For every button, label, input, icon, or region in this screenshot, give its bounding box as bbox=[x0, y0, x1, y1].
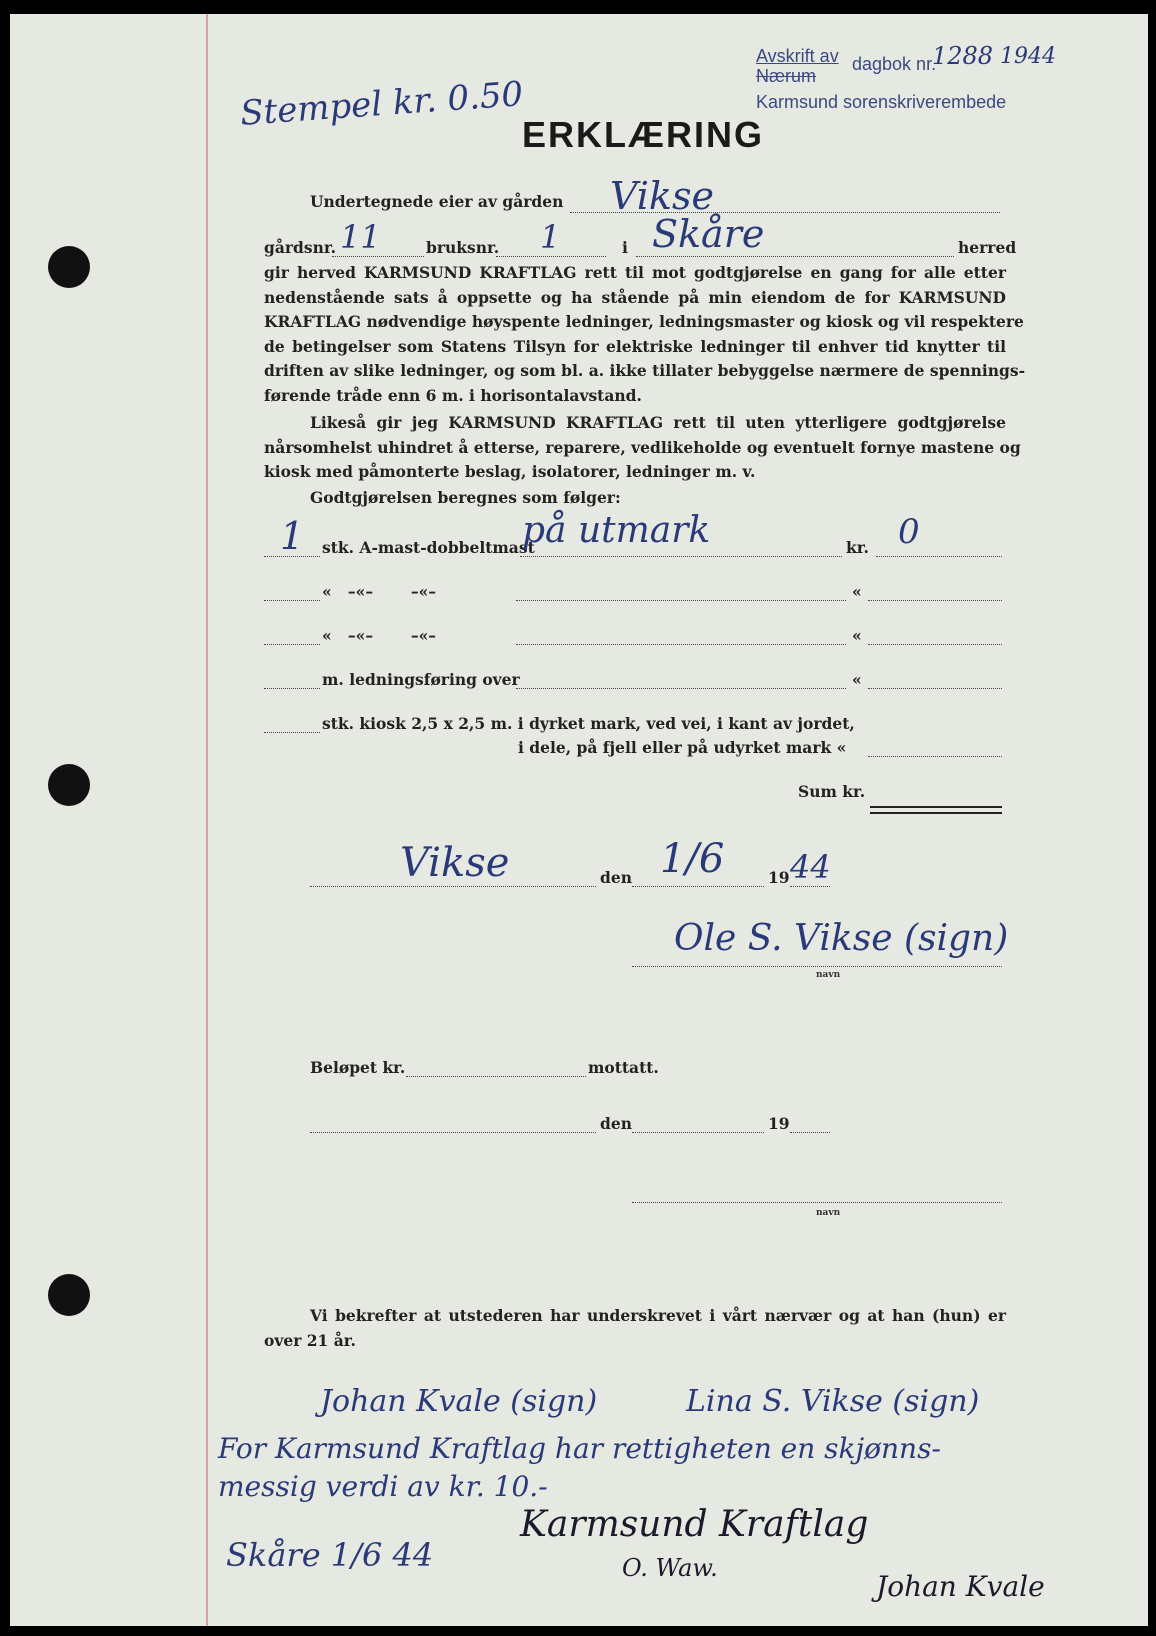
signing-place: Vikse bbox=[400, 840, 510, 886]
bruksnr-label: bruksnr. bbox=[426, 238, 500, 257]
bruksnr-dotted-line bbox=[496, 256, 606, 257]
document-page bbox=[10, 14, 1148, 1626]
paragraph-1 bbox=[264, 261, 1026, 408]
row4-amount-dots bbox=[868, 688, 1002, 689]
row5-amount-dots bbox=[868, 756, 1002, 757]
received-date-dots bbox=[632, 1132, 764, 1133]
amount-received-label: Beløpet kr. bbox=[310, 1058, 406, 1077]
year-prefix: 19 bbox=[768, 868, 790, 887]
farm-name: Vikse bbox=[610, 174, 714, 218]
stamp-dagbok-label: dagbok nr. bbox=[852, 54, 937, 74]
sum-line-2 bbox=[870, 812, 1002, 814]
punch-hole-top bbox=[48, 246, 90, 288]
stempel-note: Stempel kr. 0.50 bbox=[238, 74, 525, 134]
footer-signature-right: Johan Kvale bbox=[876, 1570, 1045, 1603]
kraftlag-signature: Karmsund Kraftlag bbox=[520, 1504, 869, 1545]
received-place-dots bbox=[310, 1132, 596, 1133]
compensation-label: Godtgjørelsen beregnes som følger: bbox=[310, 488, 621, 507]
row4-quote: « bbox=[852, 670, 862, 689]
red-margin-line bbox=[206, 14, 208, 1626]
row3-amount-dots bbox=[868, 644, 1002, 645]
row4-qty-dots bbox=[264, 688, 320, 689]
received-den-label: den bbox=[600, 1114, 632, 1133]
stamp-year: 1944 bbox=[1000, 44, 1056, 69]
row1-amount-dots bbox=[876, 556, 1002, 557]
place-dots bbox=[310, 886, 596, 887]
footer-note-line-1: For Karmsund Kraftlag har rettigheten en skjønns- bbox=[218, 1432, 941, 1465]
witness-line-2: over 21 år. bbox=[264, 1330, 356, 1350]
row4-label: m. ledningsføring over bbox=[322, 670, 520, 689]
herred-label: herred bbox=[958, 238, 1017, 257]
row4-desc-dots bbox=[516, 688, 846, 689]
witness-signature-2: Lina S. Vikse (sign) bbox=[686, 1384, 980, 1419]
signature-navn-label: navn bbox=[816, 970, 841, 980]
kiosk-line-1: stk. kiosk 2,5 x 2,5 m. i dyrket mark, ved vei, i kant av jordet, bbox=[322, 714, 855, 733]
paragraph-1-line-6: førende tråde enn 6 m. i horisontalavstand. bbox=[264, 385, 642, 405]
stamp-office: Karmsund sorenskriverembede bbox=[756, 92, 1007, 112]
received-year-dots bbox=[790, 1132, 830, 1133]
footer-note-line-2: messig verdi av kr. 10.- bbox=[218, 1470, 548, 1503]
row2-qty-dots bbox=[264, 600, 320, 601]
paragraph-2-line-3: kiosk med påmonterte beslag, isolatorer, ledninger m. v. bbox=[264, 462, 756, 481]
footer-place-date: Skåre 1/6 44 bbox=[226, 1536, 434, 1574]
row1-quantity: 1 bbox=[280, 514, 305, 558]
punch-hole-middle bbox=[48, 764, 90, 806]
row3-qty-dots bbox=[264, 644, 320, 645]
stamp-crossed-word: Nærum bbox=[756, 66, 817, 86]
row1-label: stk. A-mast-dobbeltmast bbox=[322, 538, 535, 557]
row1-handwritten-desc: på utmark bbox=[522, 510, 711, 551]
row2-ditto: « –«– –«– bbox=[322, 582, 437, 601]
paragraph-2-line-2: nårsomhelst uhindret å etterse, reparere, vedlikeholde og eventuelt fornye mastene og bbox=[264, 437, 1021, 457]
witness-line-1: Vi bekrefter at utstederen har underskrevet i vårt nærvær og at han (hun) er bbox=[310, 1306, 1006, 1325]
owner-label: Undertegnede eier av gården bbox=[310, 192, 564, 211]
punch-hole-bottom bbox=[48, 1274, 90, 1316]
gardsnr-value: 11 bbox=[340, 218, 381, 256]
paragraph-2 bbox=[264, 411, 1021, 485]
paragraph-1-line-4: de betingelser som Statens Tilsyn for elektriske ledninger til enhver tid knytter til bbox=[264, 336, 1006, 356]
date-dots bbox=[632, 886, 764, 887]
row1-kr-label: kr. bbox=[846, 538, 869, 557]
gardsnr-label: gårdsnr. bbox=[264, 238, 337, 257]
received-signature-dots bbox=[632, 1202, 1002, 1203]
paragraph-1-line-5: driften av slike ledninger, og som bl. a. ikke tillater bebyggelse nærmere de spennings- bbox=[264, 361, 1026, 380]
row5-qty-dots bbox=[264, 732, 320, 733]
sum-label: Sum kr. bbox=[798, 782, 866, 801]
gardsnr-dotted-line bbox=[332, 256, 424, 257]
received-navn-label: navn bbox=[816, 1208, 841, 1218]
signing-date: 1/6 bbox=[660, 836, 725, 882]
date-den-label: den bbox=[600, 868, 632, 887]
paragraph-1-line-3: KRAFTLAG nødvendige høyspente ledninger, ledningsmaster og kiosk og vil respektere bbox=[264, 312, 1024, 331]
mottatt-label: mottatt. bbox=[588, 1058, 659, 1077]
witness-signature-1: Johan Kvale (sign) bbox=[320, 1384, 598, 1419]
witness-statement bbox=[264, 1304, 1006, 1353]
row2-quote: « bbox=[852, 582, 862, 601]
signature-dots bbox=[632, 966, 1002, 967]
herred-name: Skåre bbox=[652, 212, 765, 256]
document-title: ERKLÆRING bbox=[522, 114, 764, 155]
received-year-prefix: 19 bbox=[768, 1114, 790, 1133]
row1-amount: 0 bbox=[898, 512, 920, 552]
row2-amount-dots bbox=[868, 600, 1002, 601]
sum-line-1 bbox=[870, 806, 1002, 808]
kiosk-line-2: i dele, på fjell eller på udyrket mark « bbox=[518, 738, 847, 757]
bruksnr-value: 1 bbox=[540, 218, 561, 256]
kraftlag-initials: O. Waw. bbox=[622, 1554, 718, 1582]
row3-desc-dots bbox=[516, 644, 846, 645]
row2-desc-dots bbox=[516, 600, 846, 601]
year-dots bbox=[790, 886, 830, 887]
amount-received-dots bbox=[406, 1076, 586, 1077]
owner-signature: Ole S. Vikse (sign) bbox=[674, 918, 1009, 959]
row3-quote: « bbox=[852, 626, 862, 645]
stamp-avskrift: Avskrift av bbox=[756, 46, 839, 66]
paragraph-2-line-1: Likeså gir jeg KARMSUND KRAFTLAG rett til uten ytterligere godtgjørelse bbox=[310, 413, 1006, 432]
row1-desc-dots bbox=[520, 556, 842, 557]
paragraph-1-line-2: nedenstående sats å oppsette og ha stående på min eiendom de for KARMSUND bbox=[264, 287, 1006, 307]
row3-ditto: « –«– –«– bbox=[322, 626, 437, 645]
paragraph-1-line-1: gir herved KARMSUND KRAFTLAG rett til mot godtgjørelse en gang for alle etter bbox=[264, 263, 1006, 282]
herred-dotted-line bbox=[636, 256, 954, 257]
i-label: i bbox=[622, 238, 628, 257]
stamp-dagbok-number: 1288 bbox=[932, 42, 994, 70]
year-suffix: 44 bbox=[790, 848, 831, 886]
